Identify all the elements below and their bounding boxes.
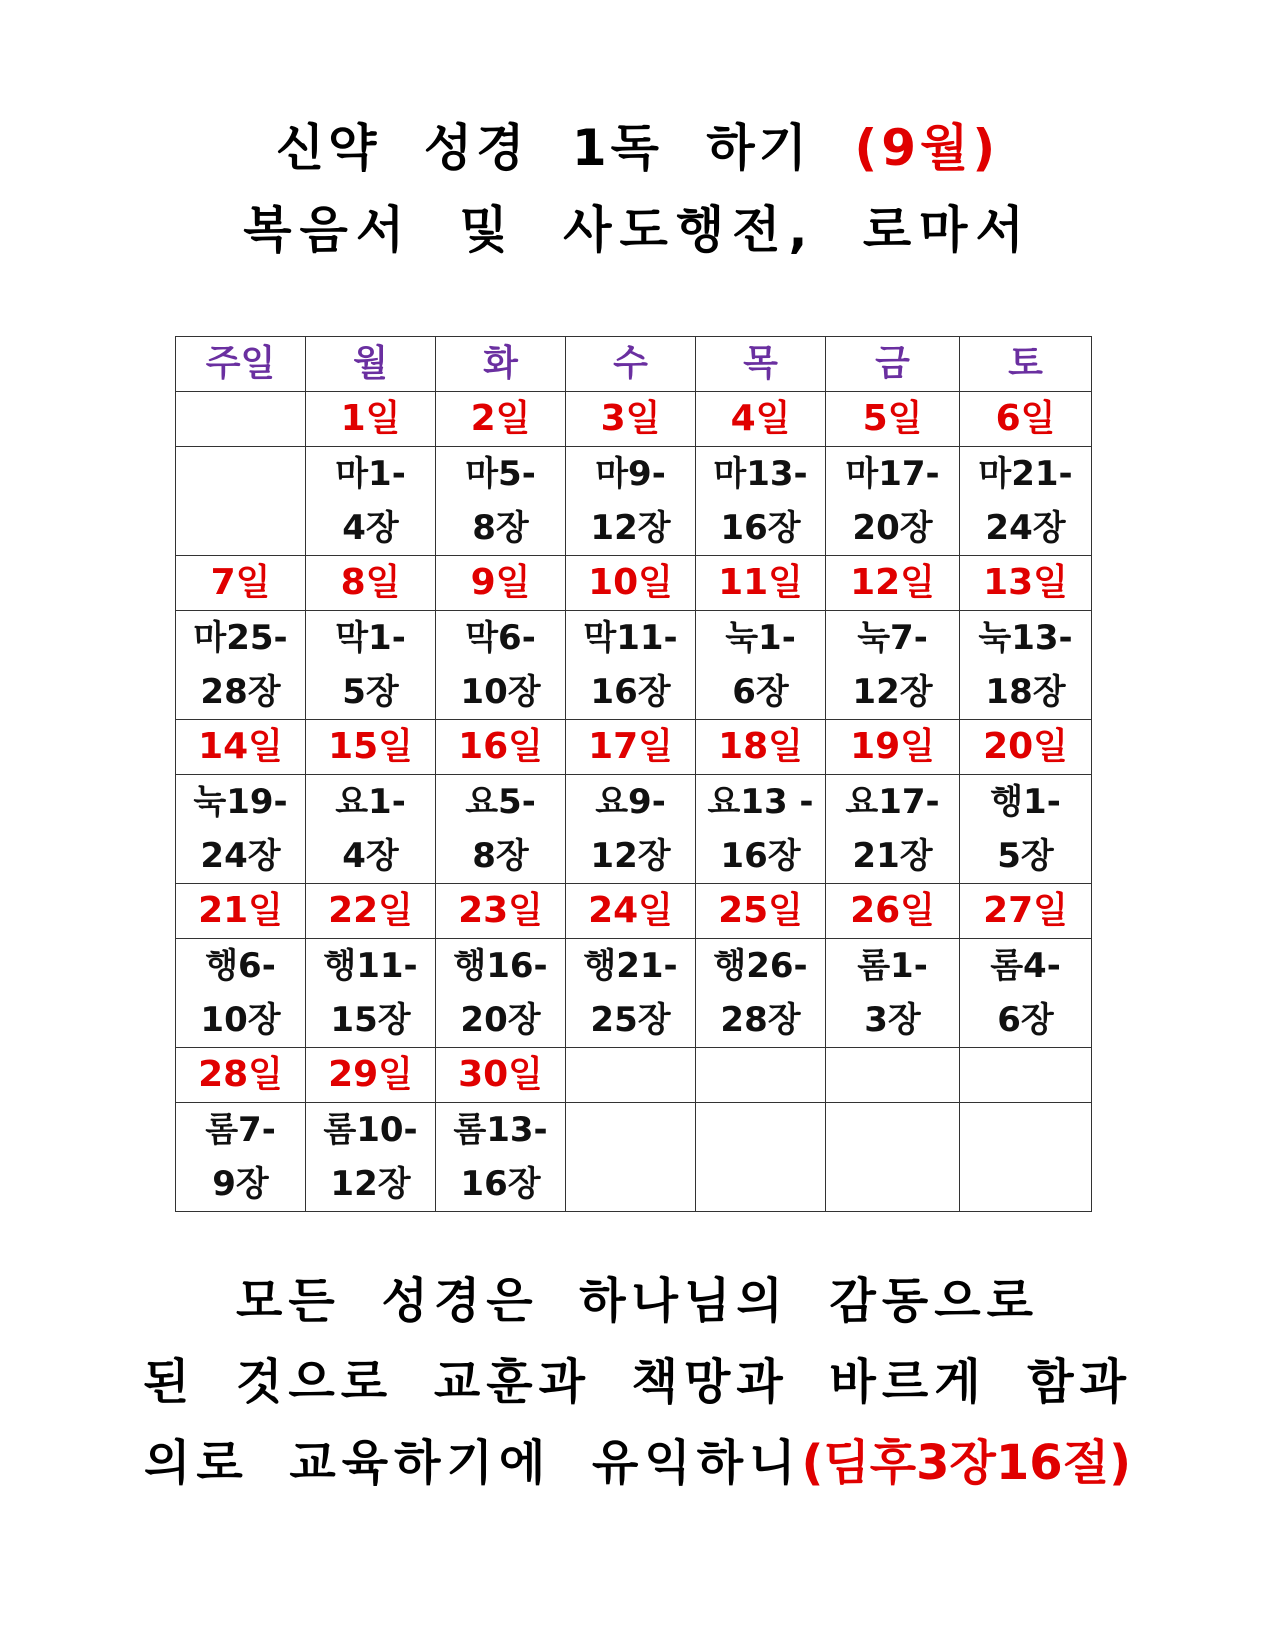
reading-chapter-end: 15장 xyxy=(330,1000,411,1040)
reading-row xyxy=(176,1103,1092,1212)
date-cell: 23일 xyxy=(436,884,566,939)
date-row xyxy=(176,1048,1092,1103)
reading-cell xyxy=(696,611,826,720)
reading-chapter-end: 24장 xyxy=(200,836,281,876)
reading-cell xyxy=(696,447,826,556)
reading-book-start: 막6- xyxy=(465,618,536,658)
reading-cell xyxy=(960,1103,1092,1212)
reading-row xyxy=(176,447,1092,556)
date-cell: 15일 xyxy=(306,720,436,775)
date-cell: 26일 xyxy=(826,884,960,939)
date-cell xyxy=(176,392,306,447)
date-cell: 24일 xyxy=(566,884,696,939)
weekday-header: 화 xyxy=(436,337,566,392)
reading-book-start: 롬1- xyxy=(857,946,928,986)
reading-cell xyxy=(566,939,696,1048)
weekday-header: 목 xyxy=(696,337,826,392)
date-cell: 22일 xyxy=(306,884,436,939)
reading-cell xyxy=(176,939,306,1048)
reading-cell xyxy=(176,611,306,720)
date-cell: 14일 xyxy=(176,720,306,775)
reading-chapter-end: 5장 xyxy=(342,672,399,712)
reading-book-start: 막11- xyxy=(583,618,678,658)
reading-book-start: 눅1- xyxy=(725,618,796,658)
date-cell: 20일 xyxy=(960,720,1092,775)
reading-chapter-end: 16장 xyxy=(460,1164,541,1204)
date-cell: 1일 xyxy=(306,392,436,447)
reading-book-start: 마9- xyxy=(595,454,666,494)
date-cell: 12일 xyxy=(826,556,960,611)
reading-chapter-end: 9장 xyxy=(212,1164,269,1204)
weekday-header: 금 xyxy=(826,337,960,392)
reading-cell xyxy=(696,775,826,884)
reading-chapter-end: 16장 xyxy=(720,836,801,876)
reading-book-start: 마25- xyxy=(193,618,288,658)
date-cell: 27일 xyxy=(960,884,1092,939)
reading-chapter-end: 6장 xyxy=(997,1000,1054,1040)
reading-cell xyxy=(176,447,306,556)
reading-chapter-end: 21장 xyxy=(852,836,933,876)
reading-cell xyxy=(696,939,826,1048)
reading-chapter-end: 8장 xyxy=(472,836,529,876)
reading-chapter-end: 20장 xyxy=(460,1000,541,1040)
reading-chapter-end: 5장 xyxy=(997,836,1054,876)
reading-chapter-end: 3장 xyxy=(864,1000,921,1040)
date-cell: 30일 xyxy=(436,1048,566,1103)
weekday-header: 수 xyxy=(566,337,696,392)
title-main: 신약 성경 1독 하기 xyxy=(275,119,811,177)
reading-cell xyxy=(436,939,566,1048)
reading-chapter-end: 28장 xyxy=(720,1000,801,1040)
date-row xyxy=(176,392,1092,447)
reading-cell xyxy=(566,1103,696,1212)
reading-chapter-end: 4장 xyxy=(342,836,399,876)
reading-book-start: 롬10- xyxy=(323,1110,418,1150)
reading-book-start: 눅13- xyxy=(978,618,1073,658)
verse-line-1: 모든 성경은 하나님의 감동으로 xyxy=(236,1273,1039,1329)
date-cell: 8일 xyxy=(306,556,436,611)
date-cell xyxy=(960,1048,1092,1103)
reading-cell xyxy=(960,447,1092,556)
reading-cell xyxy=(306,775,436,884)
reading-cell xyxy=(306,611,436,720)
reading-book-start: 롬7- xyxy=(205,1110,276,1150)
reading-book-start: 마13- xyxy=(713,454,808,494)
reading-cell xyxy=(306,447,436,556)
reading-book-start: 요13 - xyxy=(707,782,814,822)
reading-cell xyxy=(960,775,1092,884)
reading-book-start: 눅7- xyxy=(857,618,928,658)
date-cell: 29일 xyxy=(306,1048,436,1103)
reading-book-start: 마21- xyxy=(978,454,1073,494)
reading-book-start: 요9- xyxy=(595,782,666,822)
reading-cell xyxy=(176,1103,306,1212)
reading-cell xyxy=(826,1103,960,1212)
reading-chapter-end: 4장 xyxy=(342,508,399,548)
reading-book-start: 행11- xyxy=(323,946,418,986)
date-cell: 7일 xyxy=(176,556,306,611)
reading-row xyxy=(176,611,1092,720)
reading-book-start: 마1- xyxy=(335,454,406,494)
reading-chapter-end: 12장 xyxy=(852,672,933,712)
reading-book-start: 롬4- xyxy=(990,946,1061,986)
reading-cell xyxy=(176,775,306,884)
reading-cell xyxy=(436,447,566,556)
verse-line-3-text: 의로 교육하기에 유익하니 xyxy=(143,1435,802,1491)
reading-book-start: 행26- xyxy=(713,946,808,986)
reading-chapter-end: 20장 xyxy=(852,508,933,548)
weekday-header: 토 xyxy=(960,337,1092,392)
date-row xyxy=(176,720,1092,775)
reading-cell xyxy=(566,611,696,720)
reading-cell xyxy=(436,611,566,720)
reading-cell xyxy=(826,775,960,884)
date-cell xyxy=(696,1048,826,1103)
reading-chapter-end: 28장 xyxy=(200,672,281,712)
reading-cell xyxy=(436,775,566,884)
date-cell: 25일 xyxy=(696,884,826,939)
date-cell: 13일 xyxy=(960,556,1092,611)
date-cell: 18일 xyxy=(696,720,826,775)
verse-reference: (딤후3장16절) xyxy=(801,1435,1132,1491)
reading-chapter-end: 25장 xyxy=(590,1000,671,1040)
date-row xyxy=(176,884,1092,939)
reading-book-start: 요1- xyxy=(335,782,406,822)
reading-cell xyxy=(436,1103,566,1212)
title-month: (9월) xyxy=(854,119,1000,177)
reading-chapter-end: 8장 xyxy=(472,508,529,548)
reading-book-start: 행16- xyxy=(453,946,548,986)
date-cell xyxy=(826,1048,960,1103)
date-cell: 4일 xyxy=(696,392,826,447)
weekday-header-row xyxy=(176,337,1092,392)
reading-chapter-end: 12장 xyxy=(330,1164,411,1204)
date-cell: 2일 xyxy=(436,392,566,447)
date-cell: 6일 xyxy=(960,392,1092,447)
reading-book-start: 요5- xyxy=(465,782,536,822)
reading-book-start: 행1- xyxy=(990,782,1061,822)
reading-book-start: 막1- xyxy=(335,618,406,658)
reading-chapter-end: 10장 xyxy=(200,1000,281,1040)
date-row xyxy=(176,556,1092,611)
reading-cell xyxy=(566,447,696,556)
reading-chapter-end: 18장 xyxy=(985,672,1066,712)
verse-line-3 xyxy=(0,1424,1275,1493)
reading-book-start: 마17- xyxy=(845,454,940,494)
date-cell: 3일 xyxy=(566,392,696,447)
weekday-header: 주일 xyxy=(176,337,306,392)
reading-row xyxy=(176,939,1092,1048)
date-cell: 9일 xyxy=(436,556,566,611)
reading-book-start: 행6- xyxy=(205,946,276,986)
reading-chapter-end: 24장 xyxy=(985,508,1066,548)
date-cell: 17일 xyxy=(566,720,696,775)
page-subtitle: 복음서 및 사도행전, 로마서 xyxy=(243,201,1032,259)
reading-cell xyxy=(306,1103,436,1212)
reading-book-start: 행21- xyxy=(583,946,678,986)
reading-cell xyxy=(306,939,436,1048)
date-cell: 11일 xyxy=(696,556,826,611)
date-cell: 21일 xyxy=(176,884,306,939)
reading-cell xyxy=(566,775,696,884)
reading-chapter-end: 12장 xyxy=(590,508,671,548)
date-cell: 10일 xyxy=(566,556,696,611)
page-title xyxy=(0,108,1275,180)
reading-calendar xyxy=(175,336,1092,1212)
reading-chapter-end: 16장 xyxy=(720,508,801,548)
reading-cell xyxy=(826,611,960,720)
reading-book-start: 요17- xyxy=(845,782,940,822)
reading-cell xyxy=(826,939,960,1048)
reading-book-start: 롬13- xyxy=(453,1110,548,1150)
date-cell: 16일 xyxy=(436,720,566,775)
reading-chapter-end: 10장 xyxy=(460,672,541,712)
reading-chapter-end: 12장 xyxy=(590,836,671,876)
reading-chapter-end: 6장 xyxy=(732,672,789,712)
date-cell: 19일 xyxy=(826,720,960,775)
reading-cell xyxy=(960,939,1092,1048)
reading-book-start: 눅19- xyxy=(193,782,288,822)
date-cell: 5일 xyxy=(826,392,960,447)
date-cell xyxy=(566,1048,696,1103)
reading-cell xyxy=(826,447,960,556)
weekday-header: 월 xyxy=(306,337,436,392)
verse-line-2: 된 것으로 교훈과 책망과 바르게 함과 xyxy=(142,1354,1133,1410)
reading-book-start: 마5- xyxy=(465,454,536,494)
reading-row xyxy=(176,775,1092,884)
reading-cell xyxy=(960,611,1092,720)
date-cell: 28일 xyxy=(176,1048,306,1103)
reading-cell xyxy=(696,1103,826,1212)
reading-chapter-end: 16장 xyxy=(590,672,671,712)
